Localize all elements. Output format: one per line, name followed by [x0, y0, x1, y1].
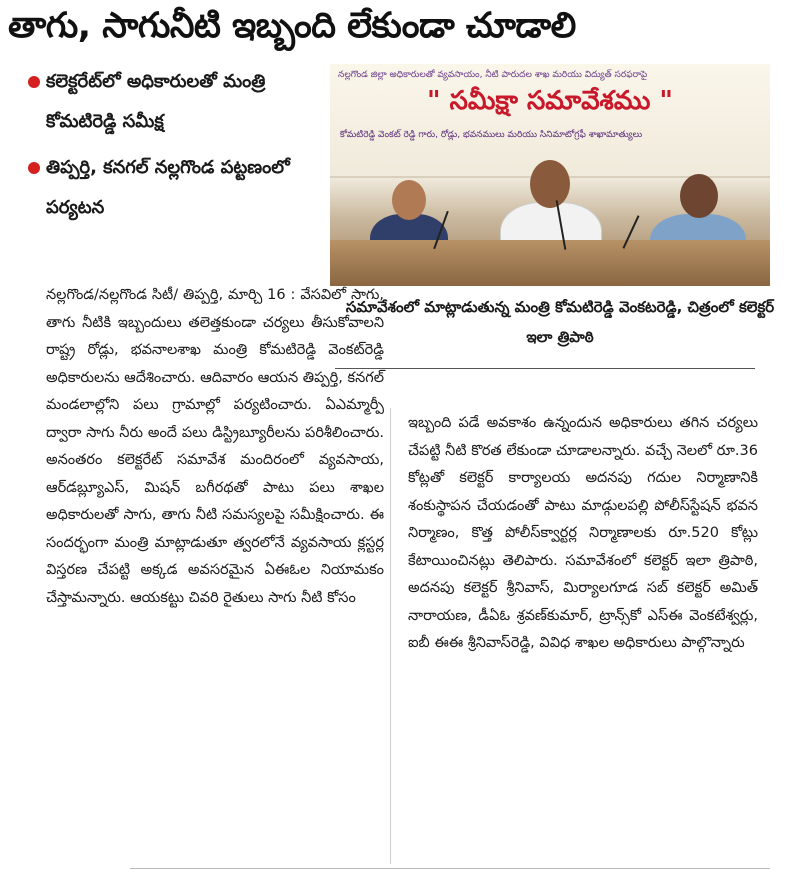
article-body-column-1: నల్లగొండ/నల్లగొండ సిటీ/ తిప్పర్తి, మార్చి 16 : వేసవిలో సాగు, తాగు నీటికి ఇబ్బందులు తలెత్తకుండా చర్యలు తీసుకోవాలని రాష్ట్ర రోడ్లు, భవనాలశాఖ మంత్రి కోమటిరెడ్డి వెంకట్‌రెడ్డి అధికారులను ఆదేశించారు. ఆదివారం ఆయన తిప్పర్తి, కనగల్ మండలాల్లోని పలు గ్రామాల్లో పర్యటించారు. ఏఎమ్మార్పీ ద్వారా సాగు నీరు అందే పలు డిస్ట్రిబ్యూరీలను పరిశీలించారు. అనంతరం కలెక్టరేట్ సమావేశ మందిరంలో వ్యవసాయ, ఆర్‌డబ్ల్యూఎస్, మిషన్ బగీరథతో పాటు పలు శాఖల అధికారులతో సాగు, తాగు నీటి సమస్యలపై సమీక్షించారు. ఈ సందర్భంగా మంత్రి మాట్లాడుతూ త్వరలోనే వ్యవసాయ క్లస్టర్ల విస్తరణ చేపట్టి అక్కడ అవసరమైన ఏఈఓల నియామకం చేస్తామన్నారు. ఆయకట్టు చివరి రైతులు సాగు నీటి కోసం: [46, 287, 384, 606]
person-center-head: [530, 160, 570, 208]
caption-divider: [335, 368, 755, 369]
bottom-divider: [130, 868, 770, 869]
highlight-item: [28, 148, 328, 228]
person-right-head: [680, 174, 718, 218]
person-left-head: [392, 180, 426, 220]
photo-caption: సమావేశంలో మాట్లాడుతున్న మంత్రి కోమటిరెడ్డి వెంకటరెడ్డి, చిత్రంలో కలెక్టర్ ఇలా త్రిపాఠి: [345, 298, 775, 346]
banner-title: " సమీక్షా సమావేశము ": [427, 86, 673, 116]
highlights-list: [28, 62, 328, 228]
meeting-photo: [330, 64, 770, 286]
highlight-text: తిప్పర్తి, కనగల్ నల్లగొండ పట్టణంలో పర్యటన: [46, 157, 290, 218]
banner-top-text: నల్లగొండ జిల్లా అధికారులతో వ్యవసాయం, నీటి పారుదల శాఖ మరియు విద్యుత్ సరఫరాపై: [338, 70, 648, 80]
bullet-dot-icon: [28, 162, 40, 174]
highlight-item: [28, 62, 328, 142]
highlight-text: కలెక్టరేట్‌లో అధికారులతో మంత్రి కోమటిరెడ్డి సమీక్ష: [46, 71, 266, 132]
conference-table: [330, 240, 770, 286]
article-body-column-2: ఇబ్బంది పడే అవకాశం ఉన్నందున అధికారులు తగిన చర్యలు చేపట్టి నీటి కొరత లేకుండా చూడాలన్నారు. వచ్చే నెలలో రూ.36 కోట్లతో కలెక్టర్ కార్యాలయ అదనపు గదుల నిర్మాణానికి శంకుస్థాపన చేయడంతో పాటు మాడ్గులపల్లి పోలీస్‌స్టేషన్ భవన నిర్మాణం, కొత్త పోలీస్‌క్వార్టర్ల నిర్మాణాలకు రూ.520 కోట్లు కేటాయించినట్లు తెలిపారు. సమావేశంలో కలెక్టర్ ఇలా త్రిపాఠి, అదనపు కలెక్టర్ శ్రీనివాస్, మిర్యాలగూడ సబ్ కలెక్టర్ అమిత్ నారాయణ, డీఏఓ శ్రవణ్‌కుమార్, ట్రాన్స్‌కో ఎస్ఈ వెంకటేశ్వర్లు, ఐబీ ఈఈ శ్రీనివాస్‌రెడ్డి, వివిధ శాఖల అధికారులు పాల్గొన్నారు: [408, 415, 758, 651]
headline: తాగు, సాగునీటి ఇబ్బంది లేకుండా చూడాలి: [8, 6, 576, 46]
banner-sub-text: కోమటిరెడ్డి వెంకట్ రెడ్డి గారు, రోడ్లు, భవనములు మరియు సినిమాటోగ్రఫీ శాఖామాత్యులు: [340, 130, 643, 140]
column-divider: [390, 408, 391, 864]
bullet-dot-icon: [28, 76, 40, 88]
